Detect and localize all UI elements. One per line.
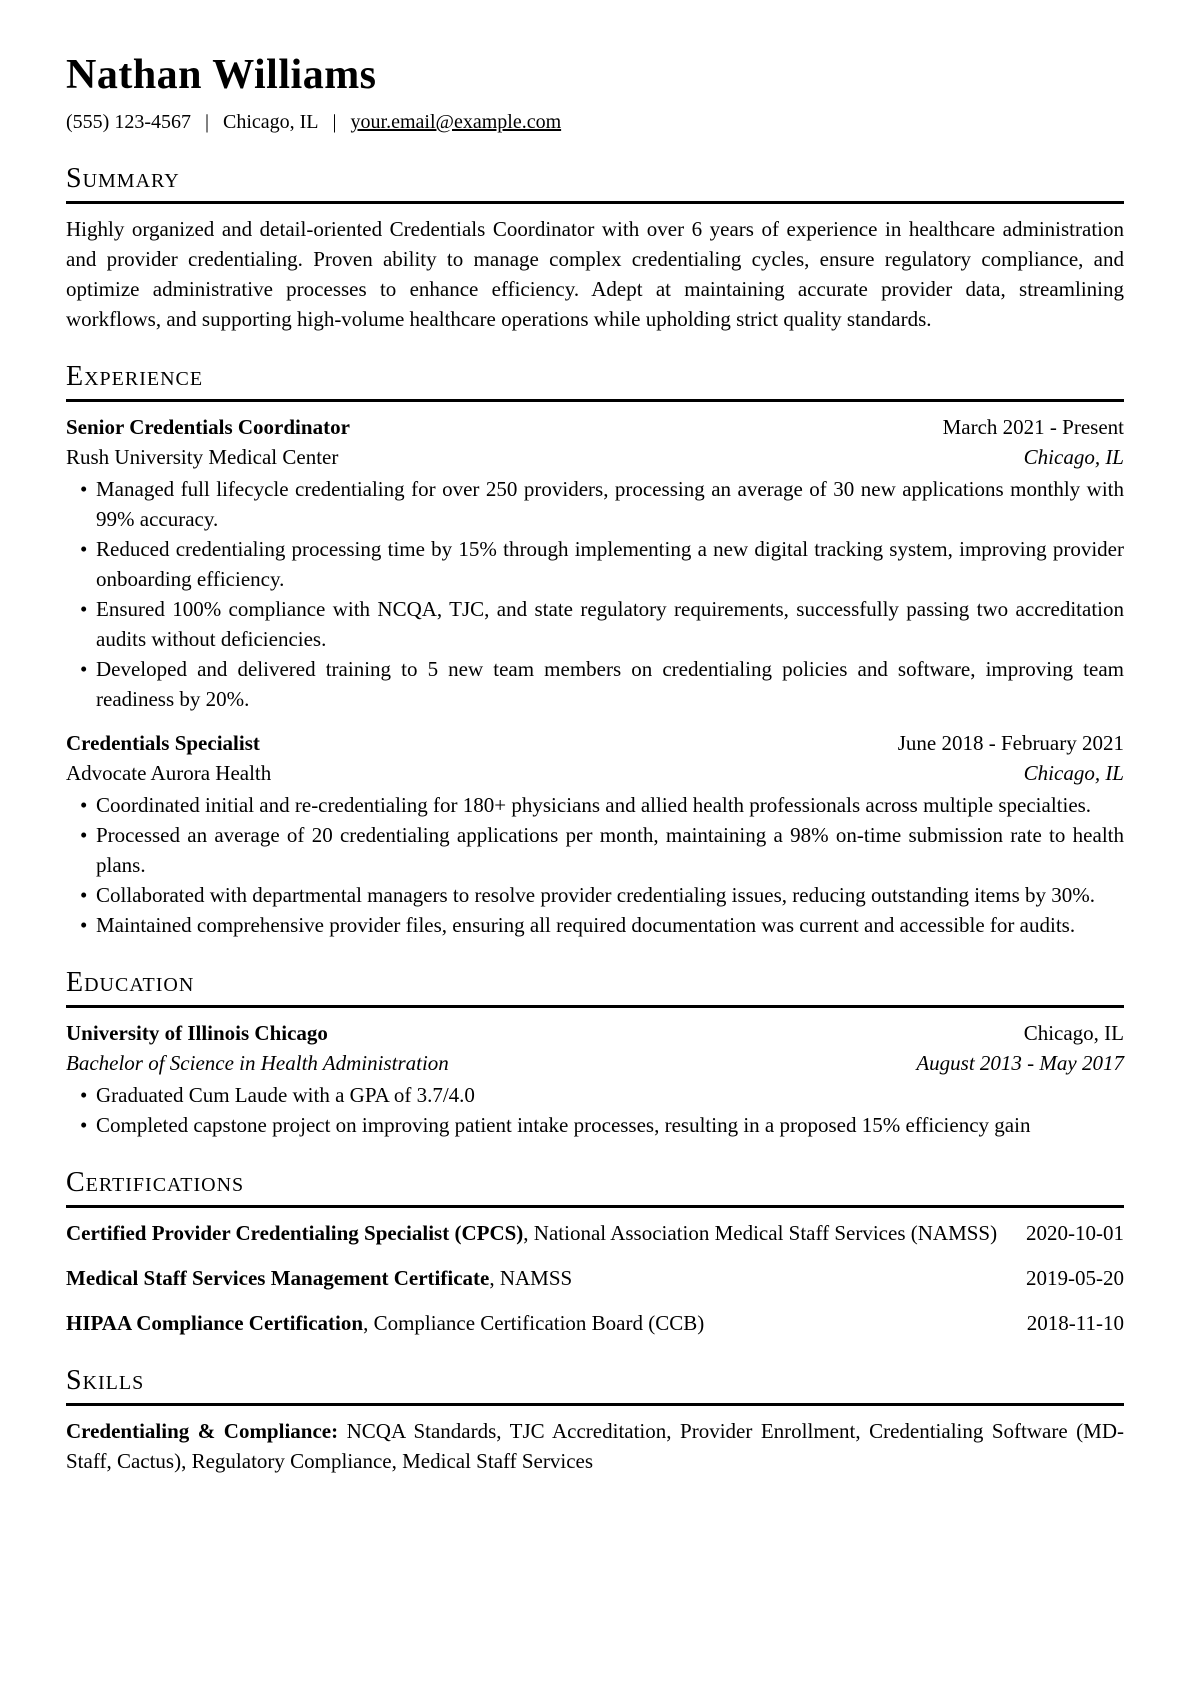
certification-item <box>66 1308 1124 1338</box>
bullet-text: Coordinated initial and re-credentialing for 180+ physicians and allied health professionals across multiple specialties. <box>96 793 1092 817</box>
degree-name: Bachelor of Science in Health Administration <box>66 1051 449 1075</box>
summary-text: Highly organized and detail-oriented Credentials Coordinator with over 6 years of experience in healthcare administration and provider credentialing. Proven ability to manage complex credentialing cycles, ensure regulatory compliance, and optimize administrative processes to enhance efficiency. Adept at maintaining accurate provider data, streamlining workflows, and supporting high-volume healthcare operations while upholding strict quality standards. <box>66 217 1124 331</box>
certification-date: 2018-11-10 <box>1026 1311 1124 1335</box>
bullet-icon: • <box>80 597 88 621</box>
bullet-icon: • <box>80 1083 88 1107</box>
job-dates: March 2021 - Present <box>942 415 1124 439</box>
bullet-icon: • <box>80 657 88 681</box>
certification-date: 2020-10-01 <box>1026 1221 1124 1245</box>
certification-item <box>66 1218 1124 1248</box>
job-title-row <box>66 728 1124 758</box>
certification-issuer: National Association Medical Staff Services (NAMSS) <box>533 1221 998 1245</box>
job-title: Credentials Specialist <box>66 731 260 755</box>
education-degree-row <box>66 1048 1124 1078</box>
education-dates: August 2013 - May 2017 <box>916 1051 1124 1075</box>
school-name: University of Illinois Chicago <box>66 1021 328 1045</box>
certification-issuer: NAMSS <box>499 1266 573 1290</box>
email-link[interactable]: your.email@example.com <box>350 111 562 133</box>
section-experience <box>66 360 1124 940</box>
bullet-text: Reduced credentialing processing time by 15% through implementing a new digital tracking system, improving provider onboarding efficiency. <box>96 537 1124 591</box>
bullet-item <box>66 880 1124 910</box>
job-company-row <box>66 442 1124 472</box>
education-section-title: Education <box>66 966 1124 1008</box>
bullet-text: Ensured 100% compliance with NCQA, TJC, and state regulatory requirements, successfully passing two accreditation audits without deficiencies. <box>96 597 1124 651</box>
bullet-item <box>66 534 1124 594</box>
education-school-row <box>66 1018 1124 1048</box>
contact-separator: | <box>332 111 337 133</box>
job-dates: June 2018 - February 2021 <box>897 731 1124 755</box>
bullet-text: Developed and delivered training to 5 new team members on credentialing policies and software, improving team readiness by 20%. <box>96 657 1124 711</box>
skills-category-label: Credentialing & Compliance: <box>66 1419 339 1443</box>
contact-separator: | <box>204 111 209 133</box>
bullet-text: Managed full lifecycle credentialing for over 250 providers, processing an average of 30 new applications monthly with 99% accuracy. <box>96 477 1124 531</box>
bullet-item <box>66 790 1124 820</box>
certifications-section-title: Certifications <box>66 1166 1124 1208</box>
bullet-item <box>66 1110 1124 1140</box>
job-company: Rush University Medical Center <box>66 445 339 469</box>
bullet-text: Collaborated with departmental managers to resolve provider credentialing issues, reducing outstanding items by 30%. <box>96 883 1095 907</box>
section-summary <box>66 162 1124 334</box>
bullet-text: Maintained comprehensive provider files, ensuring all required documentation was current and accessible for audits. <box>96 913 1076 937</box>
certification-separator: , <box>363 1311 374 1335</box>
job-entry <box>66 728 1124 940</box>
education-entry <box>66 1018 1124 1140</box>
certification-issuer: Compliance Certification Board (CCB) <box>373 1311 705 1335</box>
bullet-icon: • <box>80 477 88 501</box>
section-certifications <box>66 1166 1124 1338</box>
bullet-item <box>66 594 1124 654</box>
bullet-text: Processed an average of 20 credentialing applications per month, maintaining a 98% on-time submission rate to health plans. <box>96 823 1124 877</box>
bullet-item <box>66 910 1124 940</box>
location-text: Chicago, IL <box>223 111 319 133</box>
job-entry <box>66 412 1124 714</box>
certification-item <box>66 1263 1124 1293</box>
bullet-text: Graduated Cum Laude with a GPA of 3.7/4.0 <box>96 1083 475 1107</box>
bullet-item <box>66 654 1124 714</box>
education-bullet-list <box>66 1080 1124 1140</box>
job-bullet-list <box>66 474 1124 714</box>
resume-header <box>66 50 1124 136</box>
job-title-row <box>66 412 1124 442</box>
job-location: Chicago, IL <box>1023 761 1124 785</box>
certification-separator: , <box>489 1266 500 1290</box>
certification-name: HIPAA Compliance Certification <box>66 1311 364 1335</box>
contact-line <box>66 108 1124 136</box>
phone-number: (555) 123-4567 <box>66 111 191 133</box>
bullet-item <box>66 474 1124 534</box>
job-company: Advocate Aurora Health <box>66 761 272 785</box>
certification-name: Medical Staff Services Management Certificate <box>66 1266 490 1290</box>
bullet-icon: • <box>80 883 88 907</box>
skills-items: NCQA Standards, TJC Accreditation, Provider Enrollment, Credentialing Software (MD-Staff, Cactus), Regulatory Compliance, Medical Staff Services <box>66 1419 1124 1473</box>
certification-date: 2019-05-20 <box>1026 1266 1124 1290</box>
school-location: Chicago, IL <box>1023 1021 1124 1045</box>
experience-section-title: Experience <box>66 360 1124 402</box>
bullet-item <box>66 820 1124 880</box>
bullet-text: Completed capstone project on improving patient intake processes, resulting in a proposed 15% efficiency gain <box>96 1113 1031 1137</box>
bullet-icon: • <box>80 793 88 817</box>
bullet-icon: • <box>80 823 88 847</box>
section-education <box>66 966 1124 1140</box>
certification-name: Certified Provider Credentialing Specialist (CPCS) <box>66 1221 524 1245</box>
job-title: Senior Credentials Coordinator <box>66 415 350 439</box>
section-skills <box>66 1364 1124 1476</box>
job-bullet-list <box>66 790 1124 940</box>
bullet-icon: • <box>80 537 88 561</box>
bullet-icon: • <box>80 913 88 937</box>
job-company-row <box>66 758 1124 788</box>
bullet-icon: • <box>80 1113 88 1137</box>
certification-separator: , <box>523 1221 534 1245</box>
skills-line <box>66 1416 1124 1476</box>
summary-section-title: Summary <box>66 162 1124 204</box>
job-location: Chicago, IL <box>1023 445 1124 469</box>
bullet-item <box>66 1080 1124 1110</box>
skills-section-title: Skills <box>66 1364 1124 1406</box>
person-name: Nathan Williams <box>66 52 377 98</box>
